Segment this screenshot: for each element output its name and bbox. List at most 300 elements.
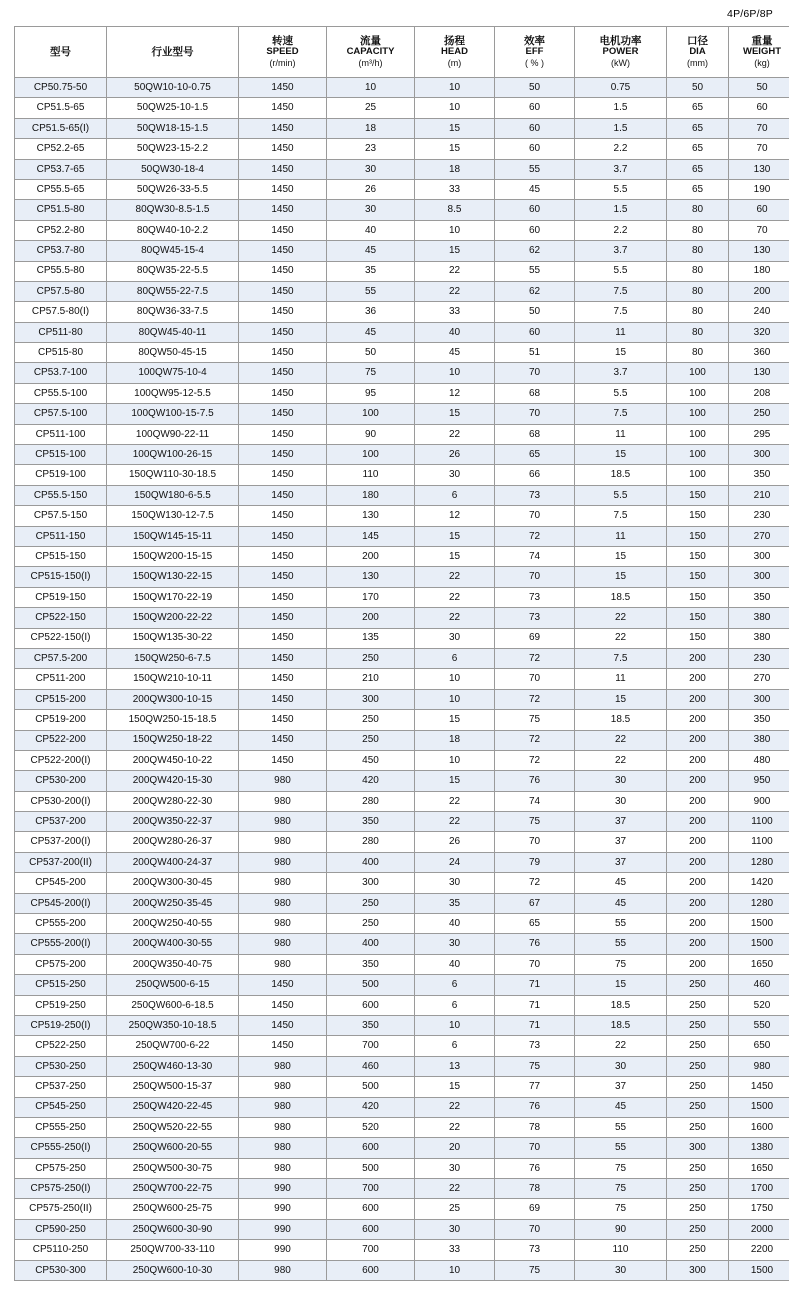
cell-capacity: 95 <box>327 383 415 403</box>
cell-diameter: 50 <box>667 78 729 98</box>
cell-efficiency: 70 <box>495 1138 575 1158</box>
cell-model: CP590-250 <box>15 1219 107 1239</box>
cell-industry-model: 80QW40-10-2.2 <box>107 220 239 240</box>
cell-model: CP519-200 <box>15 710 107 730</box>
cell-head: 10 <box>415 1015 495 1035</box>
cell-diameter: 150 <box>667 567 729 587</box>
cell-capacity: 250 <box>327 710 415 730</box>
table-row <box>15 506 789 526</box>
cell-speed: 1450 <box>239 200 327 220</box>
cell-power: 18.5 <box>575 1015 667 1035</box>
cell-head: 15 <box>415 241 495 261</box>
header-en: SPEED <box>240 47 325 58</box>
cell-head: 15 <box>415 139 495 159</box>
cell-head: 22 <box>415 1117 495 1137</box>
cell-head: 18 <box>415 159 495 179</box>
table-row <box>15 179 789 199</box>
cell-speed: 1450 <box>239 628 327 648</box>
cell-speed: 1450 <box>239 118 327 138</box>
cell-industry-model: 80QW50-45-15 <box>107 343 239 363</box>
cell-model: CP511-100 <box>15 424 107 444</box>
table-row <box>15 710 789 730</box>
cell-industry-model: 200QW350-40-75 <box>107 954 239 974</box>
cell-speed: 980 <box>239 914 327 934</box>
header-cn: 扬程 <box>416 35 493 47</box>
cell-head: 22 <box>415 261 495 281</box>
cell-weight: 190 <box>729 179 789 199</box>
cell-industry-model: 250QW600-10-30 <box>107 1260 239 1280</box>
cell-power: 55 <box>575 914 667 934</box>
cell-capacity: 110 <box>327 465 415 485</box>
table-row <box>15 1179 789 1199</box>
cell-model: CP555-250 <box>15 1117 107 1137</box>
cell-industry-model: 250QW420-22-45 <box>107 1097 239 1117</box>
cell-head: 15 <box>415 546 495 566</box>
cell-diameter: 250 <box>667 1179 729 1199</box>
cell-efficiency: 73 <box>495 1036 575 1056</box>
cell-capacity: 250 <box>327 648 415 668</box>
cell-capacity: 45 <box>327 322 415 342</box>
cell-power: 22 <box>575 750 667 770</box>
cell-industry-model: 100QW90-22-11 <box>107 424 239 444</box>
cell-capacity: 100 <box>327 404 415 424</box>
table-body <box>15 78 789 1281</box>
cell-power: 22 <box>575 1036 667 1056</box>
cell-capacity: 600 <box>327 1199 415 1219</box>
cell-weight: 380 <box>729 608 789 628</box>
cell-head: 18 <box>415 730 495 750</box>
cell-head: 22 <box>415 608 495 628</box>
cell-speed: 990 <box>239 1240 327 1260</box>
cell-speed: 1450 <box>239 750 327 770</box>
cell-model: CP530-300 <box>15 1260 107 1280</box>
cell-diameter: 150 <box>667 485 729 505</box>
table-row <box>15 669 789 689</box>
cell-capacity: 145 <box>327 526 415 546</box>
cell-diameter: 150 <box>667 628 729 648</box>
cell-capacity: 25 <box>327 98 415 118</box>
cell-speed: 980 <box>239 1260 327 1280</box>
table-row <box>15 954 789 974</box>
cell-weight: 208 <box>729 383 789 403</box>
cell-speed: 1450 <box>239 485 327 505</box>
cell-head: 10 <box>415 1260 495 1280</box>
cell-speed: 1450 <box>239 261 327 281</box>
cell-weight: 350 <box>729 587 789 607</box>
cell-speed: 1450 <box>239 281 327 301</box>
cell-speed: 990 <box>239 1199 327 1219</box>
cell-industry-model: 80QW45-15-4 <box>107 241 239 261</box>
cell-power: 7.5 <box>575 648 667 668</box>
cell-model: CP522-200 <box>15 730 107 750</box>
cell-capacity: 35 <box>327 261 415 281</box>
cell-weight: 1500 <box>729 914 789 934</box>
cell-power: 55 <box>575 1138 667 1158</box>
cell-weight: 650 <box>729 1036 789 1056</box>
cell-weight: 250 <box>729 404 789 424</box>
header-en: DIA <box>668 47 727 58</box>
cell-speed: 1450 <box>239 159 327 179</box>
cell-capacity: 30 <box>327 200 415 220</box>
cell-speed: 1450 <box>239 669 327 689</box>
cell-diameter: 100 <box>667 465 729 485</box>
cell-power: 15 <box>575 445 667 465</box>
column-header-head <box>415 27 495 78</box>
cell-diameter: 65 <box>667 159 729 179</box>
cell-weight: 900 <box>729 791 789 811</box>
cell-weight: 950 <box>729 771 789 791</box>
table-row <box>15 343 789 363</box>
cell-head: 10 <box>415 669 495 689</box>
cell-efficiency: 60 <box>495 200 575 220</box>
cell-power: 18.5 <box>575 710 667 730</box>
cell-speed: 980 <box>239 954 327 974</box>
pump-specification-table <box>14 26 789 1281</box>
cell-power: 5.5 <box>575 261 667 281</box>
cell-weight: 1750 <box>729 1199 789 1219</box>
cell-industry-model: 250QW700-6-22 <box>107 1036 239 1056</box>
cell-power: 2.2 <box>575 220 667 240</box>
cell-speed: 1450 <box>239 648 327 668</box>
cell-weight: 270 <box>729 669 789 689</box>
cell-head: 30 <box>415 465 495 485</box>
cell-speed: 1450 <box>239 445 327 465</box>
cell-diameter: 250 <box>667 1015 729 1035</box>
cell-efficiency: 70 <box>495 404 575 424</box>
header-cn: 转速 <box>240 35 325 47</box>
cell-industry-model: 250QW350-10-18.5 <box>107 1015 239 1035</box>
cell-efficiency: 67 <box>495 893 575 913</box>
cell-efficiency: 71 <box>495 995 575 1015</box>
cell-power: 0.75 <box>575 78 667 98</box>
cell-efficiency: 62 <box>495 281 575 301</box>
cell-industry-model: 250QW600-6-18.5 <box>107 995 239 1015</box>
table-row <box>15 587 789 607</box>
table-row <box>15 261 789 281</box>
cell-head: 22 <box>415 587 495 607</box>
cell-speed: 980 <box>239 1097 327 1117</box>
cell-industry-model: 250QW500-15-37 <box>107 1077 239 1097</box>
cell-head: 15 <box>415 710 495 730</box>
cell-head: 24 <box>415 852 495 872</box>
cell-model: CP515-80 <box>15 343 107 363</box>
cell-weight: 60 <box>729 98 789 118</box>
cell-efficiency: 72 <box>495 873 575 893</box>
cell-model: CP57.5-80 <box>15 281 107 301</box>
cell-model: CP57.5-80(I) <box>15 302 107 322</box>
cell-capacity: 23 <box>327 139 415 159</box>
cell-weight: 380 <box>729 628 789 648</box>
cell-model: CP522-200(I) <box>15 750 107 770</box>
cell-power: 37 <box>575 812 667 832</box>
cell-efficiency: 60 <box>495 118 575 138</box>
cell-weight: 295 <box>729 424 789 444</box>
cell-industry-model: 50QW25-10-1.5 <box>107 98 239 118</box>
cell-industry-model: 50QW30-18-4 <box>107 159 239 179</box>
table-row <box>15 220 789 240</box>
cell-industry-model: 200QW250-40-55 <box>107 914 239 934</box>
cell-industry-model: 150QW130-22-15 <box>107 567 239 587</box>
cell-power: 7.5 <box>575 281 667 301</box>
cell-model: CP530-200(I) <box>15 791 107 811</box>
cell-model: CP530-250 <box>15 1056 107 1076</box>
cell-head: 33 <box>415 1240 495 1260</box>
cell-capacity: 700 <box>327 1179 415 1199</box>
cell-diameter: 100 <box>667 383 729 403</box>
cell-capacity: 10 <box>327 78 415 98</box>
cell-weight: 350 <box>729 710 789 730</box>
cell-diameter: 65 <box>667 139 729 159</box>
cell-power: 18.5 <box>575 587 667 607</box>
cell-diameter: 250 <box>667 1097 729 1117</box>
cell-efficiency: 74 <box>495 546 575 566</box>
cell-speed: 1450 <box>239 526 327 546</box>
cell-efficiency: 72 <box>495 730 575 750</box>
table-row <box>15 139 789 159</box>
cell-head: 26 <box>415 445 495 465</box>
header-en: CAPACITY <box>328 47 413 58</box>
cell-diameter: 100 <box>667 363 729 383</box>
cell-weight: 520 <box>729 995 789 1015</box>
cell-speed: 1450 <box>239 241 327 261</box>
header-cn: 行业型号 <box>108 46 237 58</box>
cell-industry-model: 250QW460-13-30 <box>107 1056 239 1076</box>
cell-speed: 1450 <box>239 975 327 995</box>
cell-efficiency: 75 <box>495 1260 575 1280</box>
cell-capacity: 600 <box>327 995 415 1015</box>
cell-power: 22 <box>575 628 667 648</box>
cell-weight: 300 <box>729 445 789 465</box>
cell-diameter: 200 <box>667 669 729 689</box>
cell-weight: 1500 <box>729 1097 789 1117</box>
cell-head: 22 <box>415 281 495 301</box>
cell-efficiency: 70 <box>495 567 575 587</box>
cell-weight: 460 <box>729 975 789 995</box>
cell-speed: 1450 <box>239 78 327 98</box>
cell-model: CP55.5-100 <box>15 383 107 403</box>
cell-efficiency: 70 <box>495 1219 575 1239</box>
cell-efficiency: 60 <box>495 139 575 159</box>
table-row <box>15 546 789 566</box>
cell-efficiency: 75 <box>495 812 575 832</box>
header-unit: (kW) <box>576 58 665 68</box>
cell-industry-model: 250QW520-22-55 <box>107 1117 239 1137</box>
cell-industry-model: 150QW250-18-22 <box>107 730 239 750</box>
cell-industry-model: 100QW95-12-5.5 <box>107 383 239 403</box>
cell-industry-model: 100QW75-10-4 <box>107 363 239 383</box>
cell-model: CP52.2-65 <box>15 139 107 159</box>
table-row <box>15 812 789 832</box>
cell-model: CP55.5-80 <box>15 261 107 281</box>
cell-power: 75 <box>575 1179 667 1199</box>
cell-efficiency: 71 <box>495 1015 575 1035</box>
table-row <box>15 873 789 893</box>
cell-speed: 980 <box>239 852 327 872</box>
cell-diameter: 80 <box>667 241 729 261</box>
cell-model: CP537-200(II) <box>15 852 107 872</box>
cell-weight: 70 <box>729 220 789 240</box>
cell-model: CP519-250 <box>15 995 107 1015</box>
cell-speed: 980 <box>239 791 327 811</box>
cell-model: CP511-200 <box>15 669 107 689</box>
cell-head: 40 <box>415 914 495 934</box>
cell-model: CP55.5-150 <box>15 485 107 505</box>
cell-speed: 1450 <box>239 1015 327 1035</box>
cell-speed: 1450 <box>239 546 327 566</box>
cell-industry-model: 150QW135-30-22 <box>107 628 239 648</box>
cell-weight: 130 <box>729 159 789 179</box>
table-row <box>15 791 789 811</box>
cell-power: 5.5 <box>575 383 667 403</box>
cell-diameter: 200 <box>667 689 729 709</box>
cell-model: CP515-150(I) <box>15 567 107 587</box>
table-row <box>15 383 789 403</box>
cell-diameter: 150 <box>667 506 729 526</box>
cell-industry-model: 150QW200-15-15 <box>107 546 239 566</box>
cell-diameter: 200 <box>667 954 729 974</box>
cell-speed: 1450 <box>239 587 327 607</box>
table-row <box>15 465 789 485</box>
cell-capacity: 45 <box>327 241 415 261</box>
cell-model: CP53.7-65 <box>15 159 107 179</box>
cell-industry-model: 150QW180-6-5.5 <box>107 485 239 505</box>
cell-speed: 1450 <box>239 322 327 342</box>
cell-head: 26 <box>415 832 495 852</box>
cell-weight: 1450 <box>729 1077 789 1097</box>
cell-weight: 1420 <box>729 873 789 893</box>
cell-industry-model: 50QW23-15-2.2 <box>107 139 239 159</box>
table-row <box>15 1240 789 1260</box>
cell-industry-model: 80QW30-8.5-1.5 <box>107 200 239 220</box>
cell-capacity: 75 <box>327 363 415 383</box>
cell-power: 5.5 <box>575 179 667 199</box>
table-row <box>15 281 789 301</box>
cell-industry-model: 80QW55-22-7.5 <box>107 281 239 301</box>
cell-head: 45 <box>415 343 495 363</box>
cell-head: 12 <box>415 383 495 403</box>
cell-model: CP51.5-65(I) <box>15 118 107 138</box>
cell-diameter: 200 <box>667 873 729 893</box>
cell-model: CP522-150 <box>15 608 107 628</box>
cell-efficiency: 76 <box>495 771 575 791</box>
cell-industry-model: 80QW45-40-11 <box>107 322 239 342</box>
cell-model: CP52.2-80 <box>15 220 107 240</box>
cell-capacity: 50 <box>327 343 415 363</box>
cell-diameter: 200 <box>667 750 729 770</box>
cell-weight: 130 <box>729 363 789 383</box>
table-row <box>15 322 789 342</box>
cell-weight: 1280 <box>729 893 789 913</box>
cell-speed: 1450 <box>239 465 327 485</box>
cell-diameter: 250 <box>667 975 729 995</box>
cell-power: 1.5 <box>575 98 667 118</box>
cell-diameter: 200 <box>667 730 729 750</box>
cell-diameter: 80 <box>667 200 729 220</box>
cell-head: 15 <box>415 404 495 424</box>
table-row <box>15 628 789 648</box>
table-row <box>15 1138 789 1158</box>
cell-industry-model: 50QW26-33-5.5 <box>107 179 239 199</box>
cell-efficiency: 77 <box>495 1077 575 1097</box>
cell-industry-model: 200QW400-24-37 <box>107 852 239 872</box>
table-row <box>15 78 789 98</box>
cell-power: 2.2 <box>575 139 667 159</box>
cell-capacity: 460 <box>327 1056 415 1076</box>
cell-head: 30 <box>415 628 495 648</box>
cell-power: 7.5 <box>575 404 667 424</box>
cell-power: 18.5 <box>575 465 667 485</box>
header-cn: 效率 <box>496 35 573 47</box>
cell-capacity: 18 <box>327 118 415 138</box>
cell-speed: 1450 <box>239 608 327 628</box>
table-row <box>15 159 789 179</box>
cell-efficiency: 72 <box>495 750 575 770</box>
cell-capacity: 280 <box>327 791 415 811</box>
cell-industry-model: 250QW700-33-110 <box>107 1240 239 1260</box>
cell-head: 10 <box>415 220 495 240</box>
cell-model: CP522-150(I) <box>15 628 107 648</box>
cell-capacity: 40 <box>327 220 415 240</box>
cell-weight: 210 <box>729 485 789 505</box>
cell-efficiency: 76 <box>495 1158 575 1178</box>
cell-diameter: 65 <box>667 118 729 138</box>
cell-capacity: 600 <box>327 1260 415 1280</box>
cell-model: CP537-200(I) <box>15 832 107 852</box>
table-row <box>15 934 789 954</box>
cell-model: CP511-80 <box>15 322 107 342</box>
cell-model: CP537-250 <box>15 1077 107 1097</box>
cell-efficiency: 72 <box>495 648 575 668</box>
cell-weight: 180 <box>729 261 789 281</box>
cell-capacity: 210 <box>327 669 415 689</box>
cell-industry-model: 150QW210-10-11 <box>107 669 239 689</box>
header-en: POWER <box>576 47 665 58</box>
cell-speed: 1450 <box>239 710 327 730</box>
table-row <box>15 445 789 465</box>
cell-capacity: 700 <box>327 1240 415 1260</box>
pole-count-note: 4P/6P/8P <box>14 6 775 26</box>
cell-diameter: 250 <box>667 1117 729 1137</box>
cell-power: 5.5 <box>575 485 667 505</box>
cell-industry-model: 80QW36-33-7.5 <box>107 302 239 322</box>
table-row <box>15 1260 789 1280</box>
cell-weight: 980 <box>729 1056 789 1076</box>
cell-speed: 1450 <box>239 302 327 322</box>
column-header-efficiency <box>495 27 575 78</box>
cell-speed: 1450 <box>239 383 327 403</box>
cell-diameter: 250 <box>667 1199 729 1219</box>
cell-head: 10 <box>415 689 495 709</box>
cell-capacity: 30 <box>327 159 415 179</box>
cell-capacity: 250 <box>327 893 415 913</box>
cell-weight: 1600 <box>729 1117 789 1137</box>
cell-capacity: 350 <box>327 954 415 974</box>
cell-head: 30 <box>415 873 495 893</box>
cell-diameter: 150 <box>667 526 729 546</box>
cell-industry-model: 50QW10-10-0.75 <box>107 78 239 98</box>
cell-model: CP50.75-50 <box>15 78 107 98</box>
cell-head: 12 <box>415 506 495 526</box>
cell-weight: 70 <box>729 139 789 159</box>
header-cn: 电机功率 <box>576 35 665 47</box>
table-header <box>15 27 789 78</box>
cell-model: CP555-250(I) <box>15 1138 107 1158</box>
cell-industry-model: 200QW250-35-45 <box>107 893 239 913</box>
cell-efficiency: 69 <box>495 1199 575 1219</box>
cell-power: 45 <box>575 873 667 893</box>
cell-diameter: 100 <box>667 404 729 424</box>
cell-diameter: 65 <box>667 98 729 118</box>
